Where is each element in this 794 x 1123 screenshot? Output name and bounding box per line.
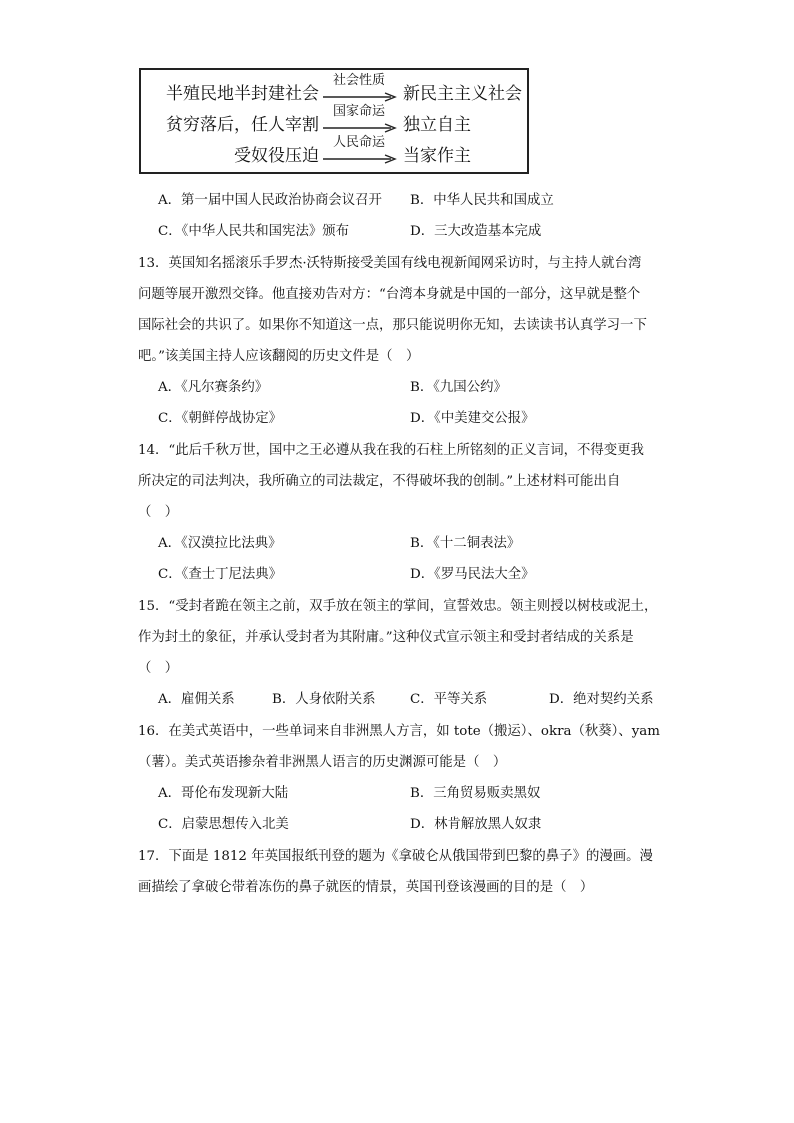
q15-stem-line: （ ）: [138, 661, 179, 676]
q13-option-c: C．《朝鲜停战协定》: [158, 411, 283, 426]
q15-stem-line: 15．“受封者跪在领主之前，双手放在领主的掌间，宣誓效忠。领主则授以树枝或泥土，: [138, 599, 658, 614]
q15-stem-line: 作为封土的象征，并承认受封者为其附庸。”这种仪式宣示领主和受封者结成的关系是: [138, 630, 634, 645]
diagram-to: 独立自主: [403, 115, 471, 135]
q16-stem-line: 16．在美式英语中，一些单词来自非洲黑人方言，如 tote（搬运）、okra（秋葵）、yam: [138, 724, 660, 739]
q14-stem-line: 14．“此后千秋万世，国中之王必遵从我在我的石柱上所铭刻的正义言词，不得变更我: [138, 443, 644, 458]
q12-option-b: B．中华人民共和国成立: [410, 193, 554, 208]
q13-stem-line: 13．英国知名摇滚乐手罗杰·沃特斯接受美国有线电视新闻网采访时，与主持人就台湾: [138, 256, 642, 271]
q12-option-a: A．第一届中国人民政治协商会议召开: [158, 193, 382, 208]
q13-option-b: B．《九国公约》: [410, 380, 507, 395]
diagram-to: 新民主主义社会: [403, 84, 522, 104]
diagram-from: 受奴役压迫: [234, 146, 319, 166]
diagram-row: [149, 135, 529, 170]
q13-option-a: A．《凡尔赛条约》: [158, 380, 269, 395]
diagram-arrow-label: 国家命运: [332, 104, 385, 119]
arrow-icon: [321, 154, 397, 164]
arrow-icon: [321, 123, 397, 133]
nature-change-diagram: [139, 68, 529, 174]
q13-stem-line: 问题等展开激烈交锋。他直接劝告对方：“台湾本身就是中国的一部分，这早就是整个: [138, 287, 641, 302]
diagram-from: 贫穷落后，任人宰割: [166, 115, 319, 135]
q15-option-a: A．雇佣关系: [158, 692, 235, 707]
q14-option-d: D．《罗马民法大全》: [410, 567, 535, 582]
q13-option-d: D．《中美建交公报》: [410, 411, 535, 426]
diagram-arrow: [321, 135, 397, 170]
q16-option-a: A．哥伦布发现新大陆: [158, 786, 289, 801]
q14-stem-line: （ ）: [138, 505, 179, 520]
q17-stem-line: 画描绘了拿破仑带着冻伤的鼻子就医的情景，英国刊登该漫画的目的是（ ）: [138, 880, 594, 895]
q14-stem-line: 所决定的司法判决，我所确立的司法裁定，不得破坏我的创制。”上述材料可能出自: [138, 474, 621, 489]
q13-stem-line: 吧。”该美国主持人应该翻阅的历史文件是（ ）: [138, 349, 420, 364]
q16-option-c: C．启蒙思想传入北美: [158, 817, 289, 832]
q16-option-d: D．林肯解放黑人奴隶: [410, 817, 542, 832]
q15-option-c: C．平等关系: [410, 692, 488, 707]
diagram-arrow-label: 人民命运: [332, 135, 385, 150]
q14-option-c: C．《查士丁尼法典》: [158, 567, 283, 582]
q14-option-b: B．《十二铜表法》: [410, 536, 521, 551]
diagram-from: 半殖民地半封建社会: [166, 84, 319, 104]
q16-option-b: B．三角贸易贩卖黑奴: [410, 786, 541, 801]
q14-option-a: A．《汉漠拉比法典》: [158, 536, 282, 551]
q12-option-c: C．《中华人民共和国宪法》颁布: [158, 224, 350, 239]
q12-option-d: D．三大改造基本完成: [410, 224, 542, 239]
diagram-to: 当家作主: [403, 146, 471, 166]
q15-option-b: B．人身依附关系: [272, 692, 376, 707]
q16-stem-line: （薯）。美式英语掺杂着非洲黑人语言的历史渊源可能是（ ）: [138, 755, 507, 770]
q17-stem-line: 17．下面是 1812 年英国报纸刊登的题为《拿破仑从俄国带到巴黎的鼻子》的漫画。漫: [138, 849, 653, 864]
q13-stem-line: 国际社会的共识了。如果你不知道这一点，那只能说明你无知，去读读书认真学习一下: [138, 318, 647, 333]
arrow-icon: [321, 92, 397, 102]
diagram-arrow-label: 社会性质: [332, 73, 385, 88]
q15-option-d: D．绝对契约关系: [549, 692, 654, 707]
